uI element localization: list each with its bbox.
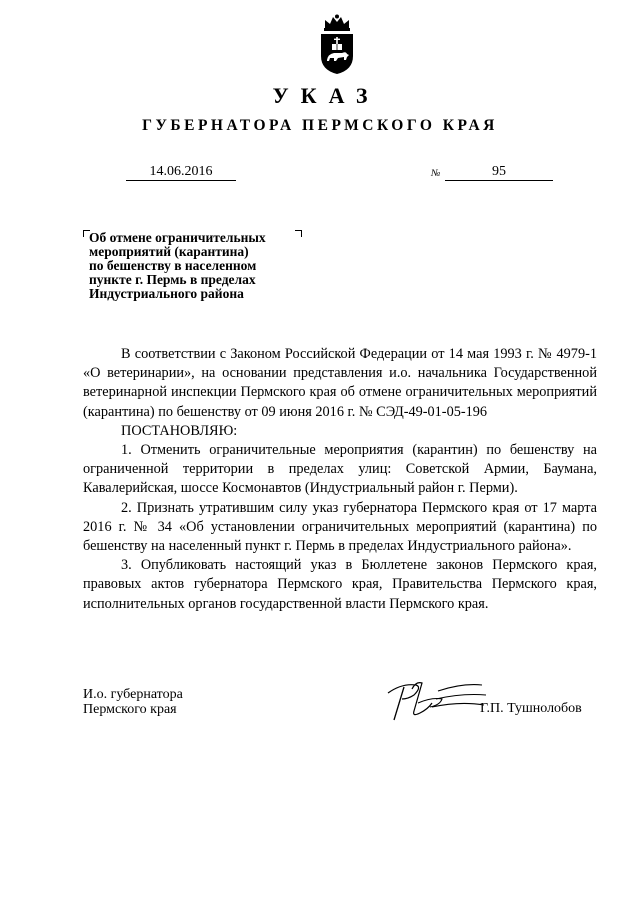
- decree-item-1: 1. Отменить ограничительные мероприятия (карантин) по бешенству на ограниченной территории в пределах улиц: Советской Армии, Баумана, Кавалерийская, шоссе Космонавтов (Индустриальный район г. Перми).: [83, 442, 597, 497]
- document-number: 95: [445, 163, 553, 181]
- document-date: 14.06.2016: [126, 163, 236, 181]
- preamble-paragraph: В соответствии с Законом Российской Федерации от 14 мая 1993 г. № 4979-1 «О ветеринарии», на основании представления и.о. начальника Государственной ветеринарной инспекции Пермского края об отмене ограничительных мероприятий (карантина) по бешенству от 09 июня 2016 г. № СЭД-49-01-05-196: [83, 346, 597, 420]
- document-title: УКАЗ: [272, 83, 380, 108]
- document-issuer: ГУБЕРНАТОРА ПЕРМСКОГО КРАЯ: [142, 117, 498, 134]
- handwritten-signature-icon: [382, 675, 492, 725]
- document-body: [83, 345, 597, 614]
- signer-position: И.о. губернатора Пермского края: [83, 687, 183, 717]
- decree-item-3: 3. Опубликовать настоящий указ в Бюллетене законов Пермского края, правовых актов губернатора Пермского края, Правительства Пермского края, исполнительных органов государственной власти Пермского края.: [83, 557, 597, 612]
- signer-name: Г.П. Тушнолобов: [480, 701, 582, 716]
- decree-item-2: 2. Признать утратившим силу указ губернатора Пермского края от 17 марта 2016 г. № 34 «Об установлении ограничительных мероприятий (карантина) по бешенству на населенный пункт г. Пермь в пределах Индустриального района».: [83, 499, 597, 555]
- number-sign: №: [431, 168, 441, 179]
- decree-word: ПОСТАНОВЛЯЮ:: [121, 422, 238, 439]
- coat-of-arms-icon: [316, 14, 358, 76]
- document-subject: Об отмене ограничительных мероприятий (карантина) по бешенству в населенном пункте г. Пермь в пределах Индустриального района: [89, 230, 266, 301]
